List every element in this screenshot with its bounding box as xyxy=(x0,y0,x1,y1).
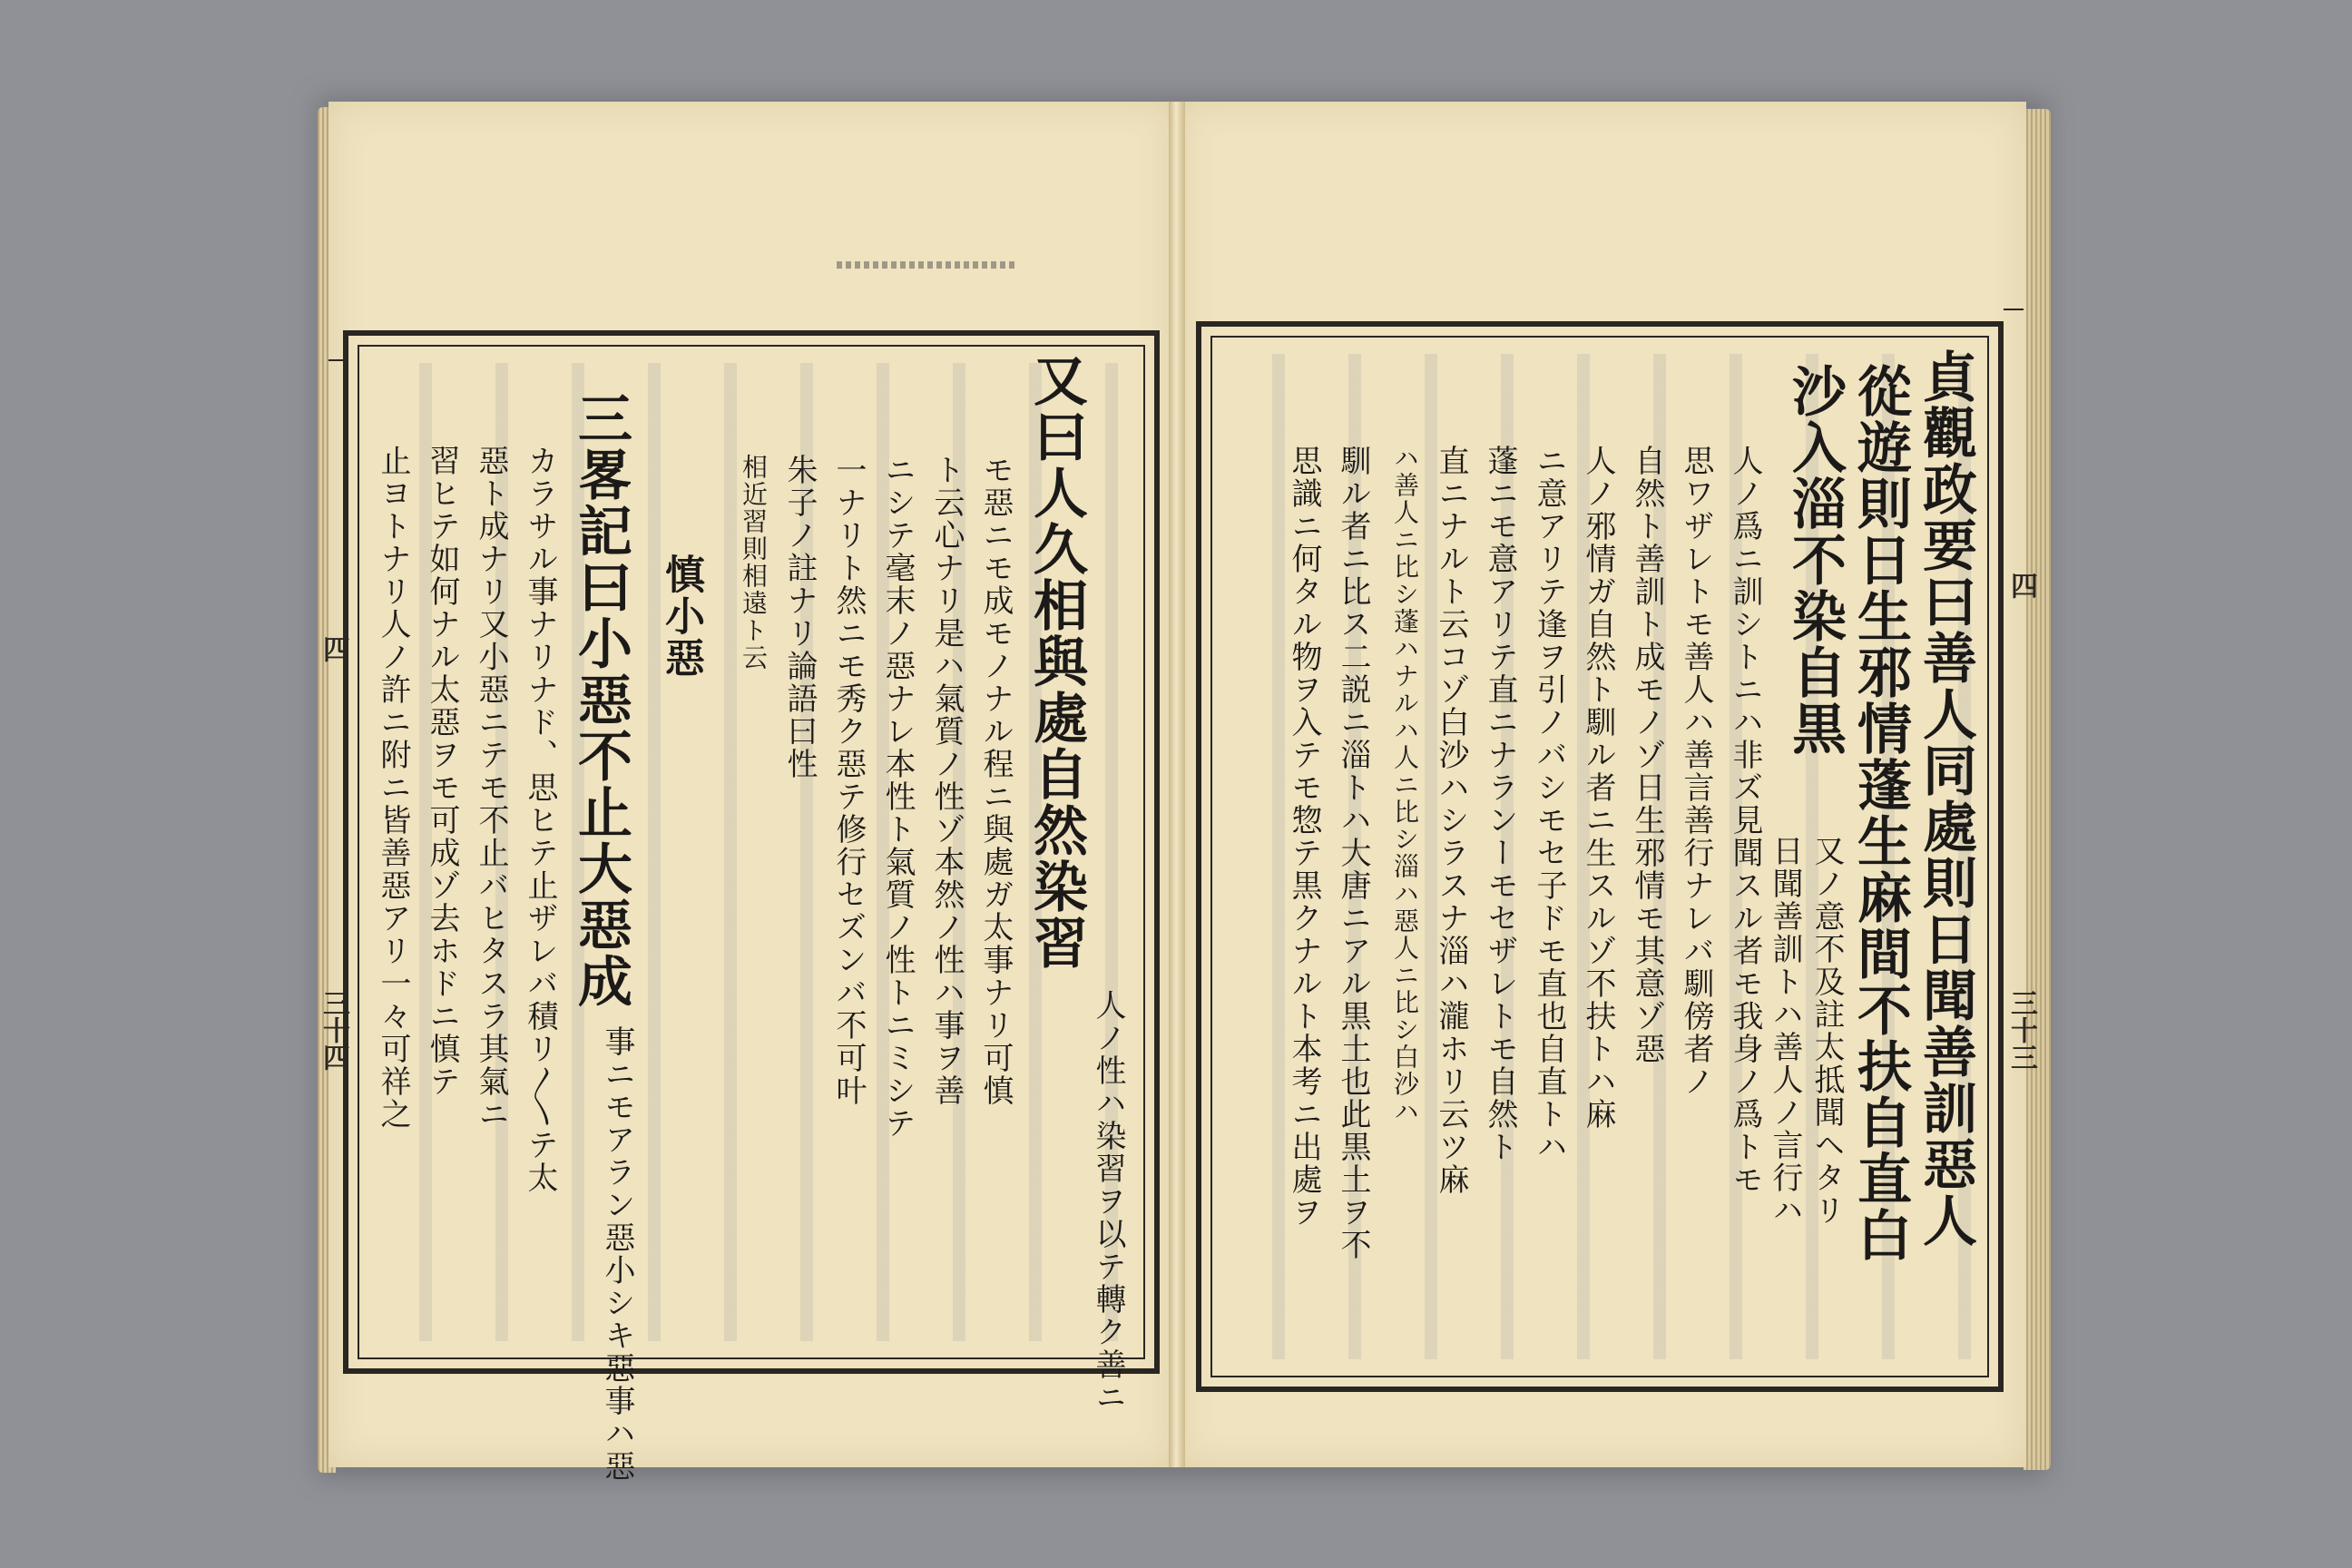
left-col-8: 相近習則相遠ト云 xyxy=(739,454,769,671)
right-text-frame xyxy=(1196,321,2004,1392)
left-col-10: 事ニモアラン惡小シキ惡事ハ惡 xyxy=(599,1025,635,1483)
left-col-5: ニシテ毫末ノ惡ナレ本性ト氣質ノ性トニミシテ xyxy=(879,454,916,1140)
left-col-sanryaku: 三畧記曰小惡不止大惡成 xyxy=(569,390,632,1009)
right-col-14: 馴ル者ニ比ス二説ニ淄トハ大唐ニアル黒土也此黒土ヲ不 xyxy=(1335,445,1371,1261)
right-col-11: 蓬ニモ意アリテ直ニナランーモセザレトモ自然ト xyxy=(1482,445,1518,1163)
left-text-frame xyxy=(343,330,1160,1483)
left-col-11: カラサル事ナリナド、思ヒテ止ザレバ積リ〳〵テ太 xyxy=(522,445,558,1194)
ink-smudge xyxy=(837,261,1018,269)
left-folio-number: 三十四 xyxy=(318,989,349,1071)
right-folio-number: 三十三 xyxy=(2005,989,2037,1071)
right-col-13: ハ善人ニ比シ蓬ハナルハ人ニ比シ淄ハ惡人ニ比シ白沙ハ xyxy=(1390,445,1420,1125)
left-col-12: 惡ト成ナリ又小惡ニテモ不止バヒタスラ其氣ニ xyxy=(473,445,509,1131)
right-col-2: 從遊則日生邪情蓬生麻間不扶自直白 xyxy=(1848,363,1912,1263)
right-col-10: ニ意アリテ逢ヲ引ノバシモセ子ドモ直也自直トハ xyxy=(1531,445,1567,1163)
left-col-4: ト云心ナリ是ハ氣質ノ性ゾ本然ノ性ハ事ヲ善 xyxy=(928,454,965,1107)
left-col-2: 人ノ性ハ染習ヲ以テ轉ク善ニ xyxy=(1090,989,1126,1414)
left-margin-tick xyxy=(328,359,343,361)
right-col-5: 日聞善訓トハ善人ノ言行ハ xyxy=(1767,835,1803,1227)
left-col-7: 朱子ノ註ナリ論語曰性 xyxy=(781,454,818,780)
left-col-14: 止ヨトナリ人ノ許ニ附ニ皆善惡アリ一々可祥之 xyxy=(375,445,411,1131)
right-col-12: 直ニナルト云コゾ白沙ハシラスナ淄ハ瀧ホリ云ツ麻 xyxy=(1433,445,1469,1196)
right-col-4: 又ノ意不及註太抵聞ヘタリ xyxy=(1808,835,1845,1227)
right-margin-tick xyxy=(2004,309,2024,310)
right-folio-top: 四 xyxy=(2005,572,2037,599)
left-folio-top: 四 xyxy=(318,635,349,662)
right-col-3: 沙入淄不染自黒 xyxy=(1783,363,1847,757)
right-col-1: 貞觀政要曰善人同處則日聞善訓惡人 xyxy=(1914,348,1977,1249)
right-col-15: 思識ニ何タル物ヲ入テモ惣テ黒クナルト本考ニ出處ヲ xyxy=(1286,445,1322,1229)
left-col-1: 又曰人久相與處自然染習 xyxy=(1024,352,1088,971)
right-col-9: 人ノ邪情ガ自然ト馴ル者ニ生スルゾ不扶トハ麻 xyxy=(1580,445,1616,1131)
right-col-6: 人ノ爲ニ訓シトニハ非ズ見聞スル者モ我身ノ爲トモ xyxy=(1727,445,1763,1196)
page-edges-right xyxy=(2024,109,2051,1470)
left-col-3: モ惡ニモ成モノナル程ニ與處ガ太事ナリ可慎 xyxy=(977,454,1014,1107)
section-heading-shin-shoaku: 慎小惡 xyxy=(658,554,704,679)
left-col-13: 習ヒテ如何ナル太惡ヲモ可成ゾ去ホドニ慎テ xyxy=(424,445,460,1098)
right-col-8: 自然ト善訓ト成モノゾ日生邪情モ其意ゾ惡 xyxy=(1629,445,1665,1065)
right-col-7: 思ワザレトモ善人ハ善言善行ナレバ馴傍者ノ xyxy=(1678,445,1714,1098)
left-col-6: 一ナリト然ニモ秀ク惡テ修行セズンバ不可叶 xyxy=(830,454,867,1107)
book-gutter xyxy=(1169,102,1185,1467)
